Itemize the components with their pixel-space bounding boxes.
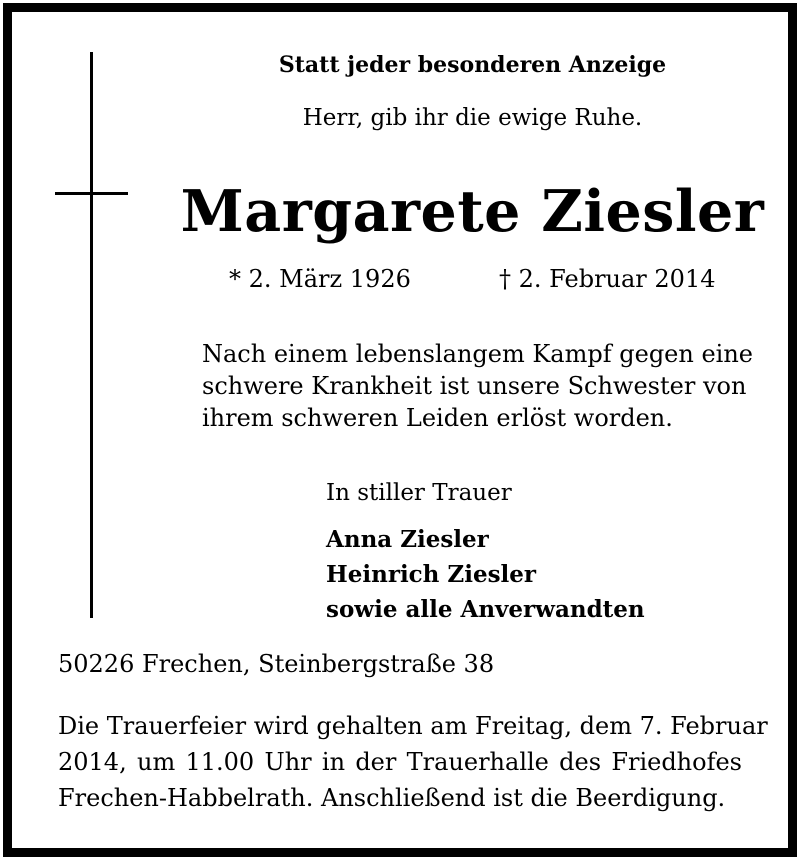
message-line: ihrem schweren Leiden erlöst worden. — [202, 404, 673, 432]
funeral-line: Die Trauerfeier wird gehalten am Freitag, dem 7. Februar — [58, 712, 768, 740]
funeral-line: Frechen-Habbelrath. Anschließend ist die Beerdigung. — [58, 784, 726, 812]
birth-date: * 2. März 1926 — [229, 265, 411, 293]
message-line: Nach einem lebenslangem Kampf gegen eine — [202, 340, 754, 368]
funeral-info — [58, 708, 768, 816]
deceased-name: Margarete Ziesler — [180, 178, 765, 245]
signatory: Heinrich Ziesler — [326, 561, 537, 588]
address: 50226 Frechen, Steinbergstraße 38 — [58, 650, 495, 678]
funeral-line: 2014, um 11.00 Uhr in der Trauerhalle des Friedhofes — [58, 748, 742, 776]
signatory: sowie alle Anverwandten — [326, 596, 645, 623]
message-paragraph — [202, 338, 754, 434]
signatories — [326, 522, 645, 627]
message-line: schwere Krankheit ist unsere Schwester von — [202, 372, 747, 400]
prayer-line: Herr, gib ihr die ewige Ruhe. — [302, 105, 643, 131]
signatory: Anna Ziesler — [326, 526, 489, 553]
mourning-phrase: In stiller Trauer — [326, 480, 512, 506]
death-date: † 2. Februar 2014 — [499, 265, 716, 293]
cross-vertical-bar — [90, 52, 93, 618]
notice-header: Statt jeder besonderen Anzeige — [278, 52, 667, 78]
